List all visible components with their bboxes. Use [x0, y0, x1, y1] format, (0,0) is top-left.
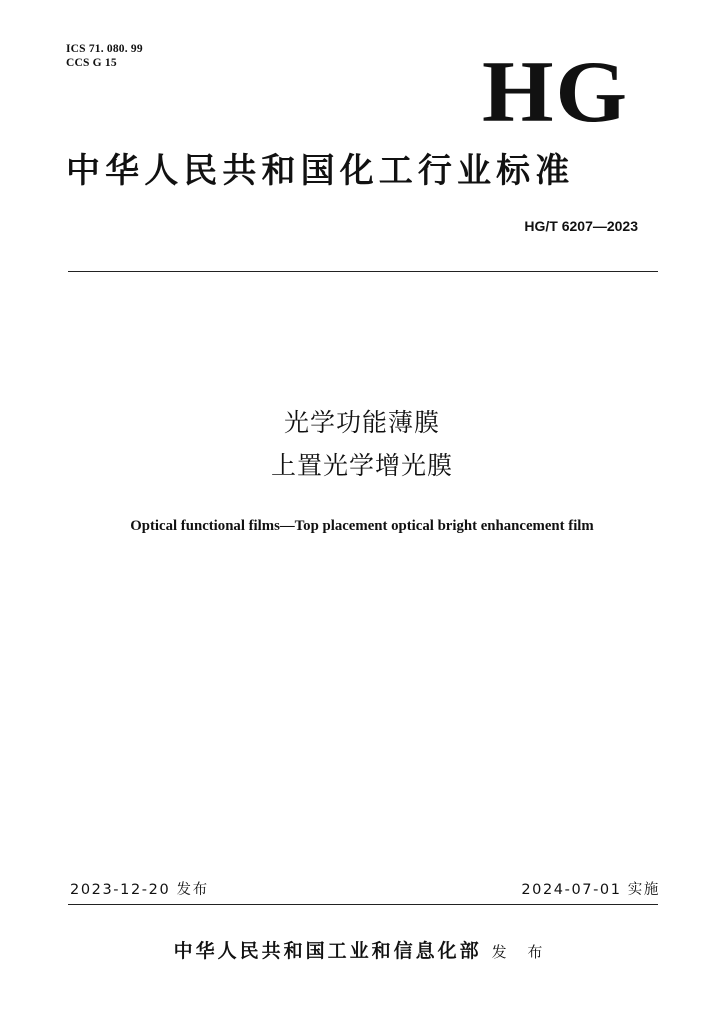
cn-title-line1: 光学功能薄膜: [283, 408, 440, 437]
implement-date: 2024-07-01 实施: [521, 882, 660, 898]
issuer-action: 发 布: [491, 943, 551, 961]
bottom-divider: [68, 904, 658, 905]
ccs-code: CCS G 15: [66, 57, 117, 69]
issuer-name: 中华人民共和国工业和信息化部: [173, 940, 482, 962]
issuer-line: [0, 936, 724, 967]
top-divider: [68, 271, 658, 272]
standard-title: 中华人民共和国化工行业标准: [66, 151, 575, 191]
hg-logo: HG: [482, 43, 630, 141]
ics-code: ICS 71. 080. 99: [66, 43, 143, 55]
publish-date: 2023-12-20 发布: [70, 882, 209, 898]
standard-number: HG/T 6207—2023: [524, 218, 638, 234]
cn-title-line2: 上置光学增光膜: [270, 451, 453, 480]
en-title: Optical functional films—Top placement optical bright enhancement film: [130, 518, 594, 534]
